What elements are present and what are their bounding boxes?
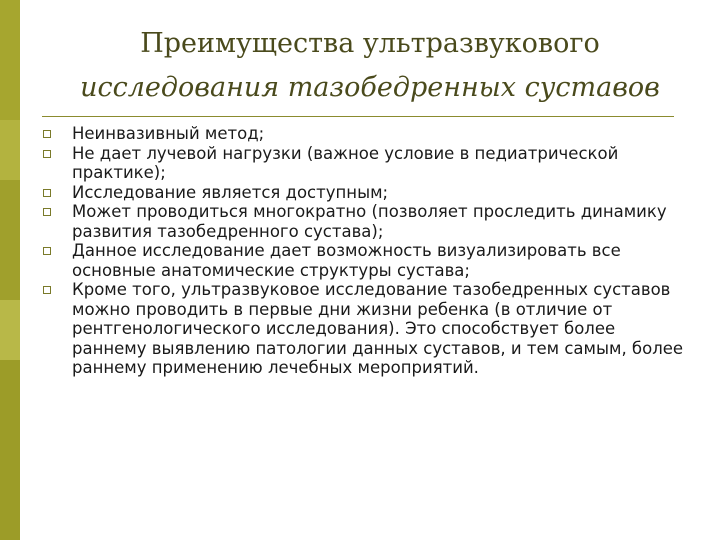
bar-segment bbox=[0, 0, 20, 120]
hollow-square-icon bbox=[43, 150, 51, 158]
bullet-text: Исследование является доступным; bbox=[72, 182, 389, 202]
bar-segment bbox=[0, 120, 20, 180]
hollow-square-icon bbox=[43, 189, 51, 197]
bullet-text: Кроме того, ультразвуковое исследование тазобедренных суставов можно проводить в первые дни жизни ребенка (в отличие от рентгенологического исследования). Это способствует более раннему выявлению патологии данных суставов, и тем самым, более раннему применению лечебных мероприятий. bbox=[72, 280, 684, 377]
title-divider bbox=[42, 116, 674, 117]
bar-segment bbox=[0, 360, 20, 540]
bullet-text: Данное исследование дает возможность визуализировать все основные анатомические структуры сустава; bbox=[72, 241, 621, 280]
bullet-text: Неинвазивный метод; bbox=[72, 124, 265, 143]
bullet-text: Не дает лучевой нагрузки (важное условие в педиатрической практике); bbox=[72, 143, 619, 182]
bar-segment bbox=[0, 300, 20, 360]
bullet-item bbox=[42, 144, 687, 183]
slide-title-line1: Преимущества ультразвукового bbox=[140, 28, 600, 59]
hollow-square-icon bbox=[43, 208, 51, 216]
hollow-square-icon bbox=[43, 130, 51, 138]
bullet-item bbox=[42, 202, 687, 241]
bar-segment bbox=[0, 180, 20, 300]
bullet-list bbox=[42, 124, 687, 378]
slide-title bbox=[20, 22, 720, 110]
bullet-item bbox=[42, 280, 687, 378]
bullet-item bbox=[42, 241, 687, 280]
bullet-item bbox=[42, 124, 687, 144]
slide-title-line2: исследования тазобедренных суставов bbox=[80, 72, 660, 103]
hollow-square-icon bbox=[43, 286, 51, 294]
left-decorative-bar bbox=[0, 0, 20, 540]
bullet-item bbox=[42, 183, 687, 203]
hollow-square-icon bbox=[43, 247, 51, 255]
bullet-text: Может проводиться многократно (позволяет проследить динамику развития тазобедренного сустава); bbox=[72, 202, 667, 241]
